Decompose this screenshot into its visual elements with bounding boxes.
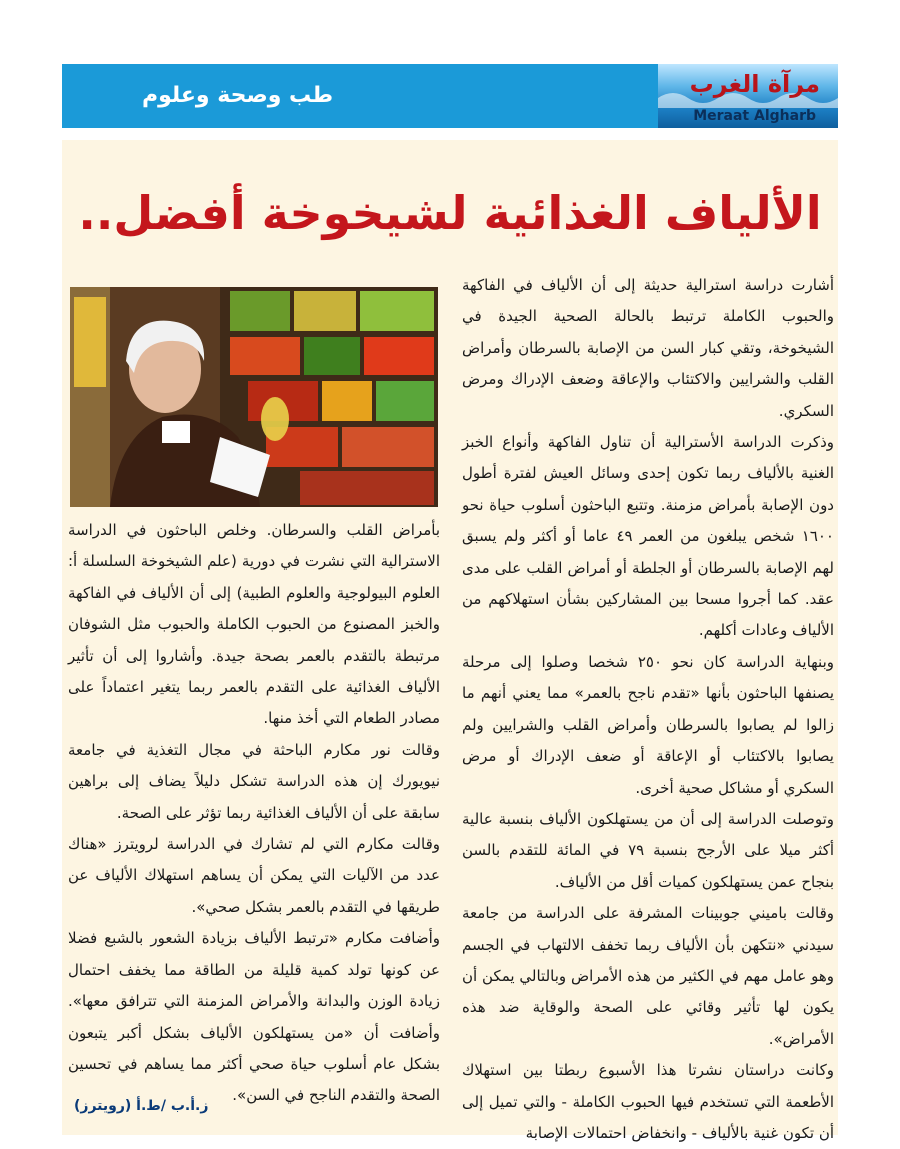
- logo[interactable]: [658, 64, 838, 128]
- article-column-left: بأمراض القلب والسرطان. وخلص الباحثون في الدراسة الاسترالية التي نشرت في دورية (علم الشيخوخة السلسلة أ: العلوم البيولوجية والعلوم الطبية) إلى أن الألياف في الفاكهة والخبز المصنوع من الحبوب الكاملة والحبوب مثل الشوفان مرتبطة بالتقدم بالعمر بصحة جيدة. وأشاروا إلى أن تأثير الألياف الغذائية على التقدم بالعمر ربما يتغير اعتماداً على مصادر الطعام التي أخذ منها. وقالت نور مكارم الباحثة في مجال التغذية في جامعة نيويورك إن هذه الدراسة تشكل دليلاً يضاف إلى براهين سابقة على أن الألياف الغذائية ربما تؤثر على الصحة. وقالت مكارم التي لم تشارك في الدراسة لرويترز «هناك عدد من الآليات التي يمكن أن يساهم استهلاك الألياف عن طريقها في التقدم بالعمر بشكل صحي». وأضافت مكارم «ترتبط الألياف بزيادة الشعور بالشبع فضلا عن كونها تولد كمية قليلة من الطاقة مما يخفف احتمال زيادة الوزن والبدانة والأمراض المزمنة التي تترافق معها». وأضافت أن «من يستهلكون الألياف بشكل أكبر يتبعون بشكل عام أسلوب حياة صحي أكثر مما يساهم في تحسين الصحة والتقدم الناجح في السن».: [68, 521, 440, 1105]
- article-credit: ز.أ.ب /ط.أ (رويترز): [74, 1098, 209, 1114]
- article-photo: [70, 287, 438, 507]
- section-title: طب وصحة وعلوم: [142, 83, 334, 108]
- article-headline: الألياف الغذائية لشيخوخة أفضل..: [78, 186, 822, 240]
- logo-arabic: مرآة الغرب: [689, 70, 820, 98]
- article-column-right: أشارت دراسة استرالية حديثة إلى أن الألياف في الفاكهة والحبوب الكاملة ترتبط بالحالة الصحية الجيدة في الشيخوخة، وتقي كبار السن من الإصابة بالسرطان وأمراض القلب والشرايين والاكتئاب والإعاقة وضعف الإدراك ومرض السكري. وذكرت الدراسة الأسترالية أن تناول الفاكهة وأنواع الخبز الغنية بالألياف ربما تكون إحدى وسائل العيش لفترة أطول دون الإصابة بأمراض مزمنة. وتتبع الباحثون أسلوب حياة نحو ١٦٠٠ شخص يبلغون من العمر ٤٩ عاما أو أكثر ولم يسبق لهم الإصابة بالسرطان أو الجلطة أو أمراض القلب على مدى عقد. كما أجروا مسحا بين المشاركين بشأن استهلاكهم من الألياف وعادات أكلهم. وبنهاية الدراسة كان نحو ٢٥٠ شخصا وصلوا إلى مرحلة يصنفها الباحثون بأنها «تقدم ناجح بالعمر» مما يعني أنهم ما زالوا لم يصابوا بالسرطان وأمراض القلب والشرايين ولم يصابوا بالاكتئاب أو الإعاقة أو ضعف الإدراك أو مرض السكري أو مشاكل صحية أخرى. وتوصلت الدراسة إلى أن من يستهلكون الألياف بنسبة عالية أكثر ميلا على الأرجح بنسبة ٧٩ في المائة للتقدم بالسن بنجاح عمن يستهلكون كميات أقل من الألياف. وقالت باميني جوبينات المشرفة على الدراسة من جامعة سيدني «نتكهن بأن الألياف ربما تخفف الالتهاب في الجسم وهو عامل مهم في الكثير من هذه الأمراض وبالتالي يمكن أن يكون لها تأثير وقائي على الصحة والوقاية ضد هذه الأمراض». وكانت دراستان نشرتا هذا الأسبوع ربطتا بين استهلاك الأطعمة التي تستخدم فيها الحبوب الكاملة - والتي تميل إلى أن تكون غنية بالألياف - وانخفاض احتمالات الإصابة: [462, 276, 835, 1142]
- logo-english: Meraat Algharb: [693, 108, 816, 124]
- section-header: [62, 64, 838, 128]
